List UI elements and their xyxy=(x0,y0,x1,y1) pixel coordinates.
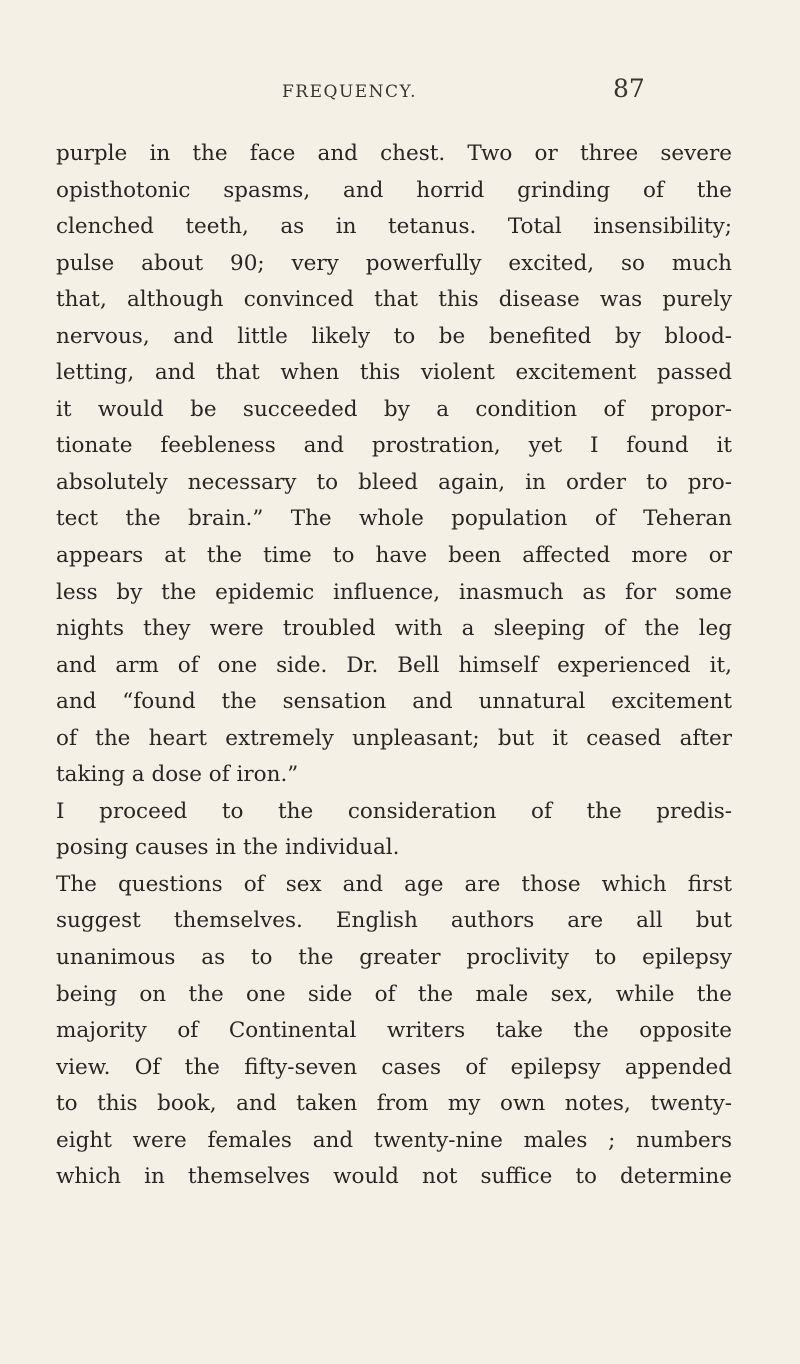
body-text xyxy=(56,136,732,1196)
text-line: which in themselves would not suffice to determine xyxy=(56,1164,732,1190)
text-line: The questions of sex and age are those which first xyxy=(56,871,732,897)
text-line: it would be succeeded by a condition of propor- xyxy=(56,396,732,422)
text-line: tect the brain.” The whole population of Teheran xyxy=(56,506,732,532)
text-line: majority of Continental writers take the opposite xyxy=(56,1018,732,1044)
text-line-paragraph-end: taking a dose of iron.” xyxy=(56,762,299,788)
text-line: tionate feebleness and prostration, yet I found it xyxy=(56,433,732,459)
text-line: being on the one side of the male sex, while the xyxy=(56,981,732,1007)
text-line: clenched teeth, as in tetanus. Total insensibility; xyxy=(56,214,732,240)
text-line: of the heart extremely unpleasant; but it ceased after xyxy=(56,725,732,751)
text-line: nights they were troubled with a sleeping of the leg xyxy=(56,616,732,642)
text-line: and arm of one side. Dr. Bell himself experienced it, xyxy=(56,652,732,678)
text-line: view. Of the fifty-seven cases of epilepsy appended xyxy=(56,1054,732,1080)
text-line: absolutely necessary to bleed again, in order to pro- xyxy=(56,469,732,495)
text-line: to this book, and taken from my own notes, twenty- xyxy=(56,1091,732,1117)
text-line: appears at the time to have been affected more or xyxy=(56,543,732,569)
running-title: FREQUENCY. xyxy=(282,82,417,102)
text-line: purple in the face and chest. Two or three severe xyxy=(56,141,732,166)
text-line: suggest themselves. English authors are all but xyxy=(56,908,732,934)
page-number: 87 xyxy=(613,74,645,103)
text-line: letting, and that when this violent excitement passed xyxy=(56,360,732,386)
text-line: and “found the sensation and unnatural excitement xyxy=(56,689,732,715)
text-line: that, although convinced that this disease was purely xyxy=(56,287,732,313)
text-line-paragraph-end: posing causes in the individual. xyxy=(56,835,400,861)
text-line: eight were females and twenty-nine males ; numbers xyxy=(56,1127,732,1153)
text-line: opisthotonic spasms, and horrid grinding of the xyxy=(56,177,732,203)
text-line: pulse about 90; very powerfully excited, so much xyxy=(56,250,732,276)
text-line: nervous, and little likely to be benefited by blood- xyxy=(56,323,732,349)
text-line: less by the epidemic influence, inasmuch as for some xyxy=(56,579,732,605)
text-line: I proceed to the consideration of the predis- xyxy=(56,798,732,824)
text-line: unanimous as to the greater proclivity to epilepsy xyxy=(56,945,732,971)
